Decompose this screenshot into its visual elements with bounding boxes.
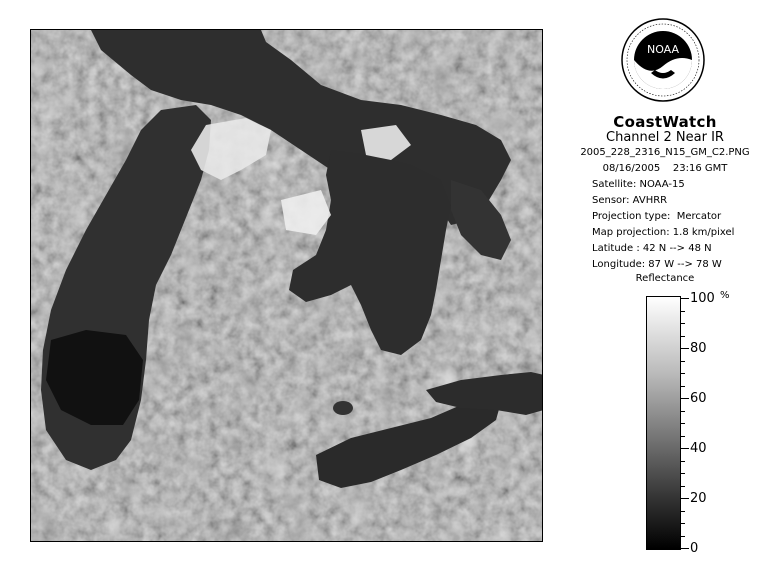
colorbar-tick <box>681 386 685 387</box>
colorbar-tick <box>681 411 685 412</box>
noaa-logo <box>621 18 705 102</box>
map-projection-label: Map projection: 1.8 km/pixel <box>592 227 735 238</box>
colorbar-tick <box>681 511 685 512</box>
colorbar-tick <box>681 298 689 299</box>
colorbar-tick <box>681 423 685 424</box>
colorbar-tick <box>681 311 685 312</box>
colorbar-label: Reflectance <box>635 273 695 284</box>
colorbar-tick <box>681 498 689 499</box>
satellite-map-svg <box>31 30 543 542</box>
colorbar-tick <box>681 486 685 487</box>
colorbar-tick <box>681 323 685 324</box>
colorbar-tick <box>681 436 685 437</box>
lake-st-clair <box>333 401 353 415</box>
datetime-label: 08/16/2005 23:16 GMT <box>602 163 728 174</box>
colorbar-tick <box>681 461 685 462</box>
latitude-label: Latitude : 42 N --> 48 N <box>592 243 712 254</box>
colorbar-tick <box>681 361 685 362</box>
colorbar-tick <box>681 473 685 474</box>
colorbar-tick <box>681 448 689 449</box>
colorbar-tick <box>681 523 685 524</box>
colorbar-tick <box>681 536 685 537</box>
colorbar-tick <box>681 373 685 374</box>
filename-label: 2005_228_2316_N15_GM_C2.PNG <box>580 147 750 158</box>
projection-type-label: Projection type: Mercator <box>592 211 722 222</box>
colorbar-tick-label: 60 <box>690 391 707 406</box>
colorbar-unit: % <box>720 290 730 301</box>
reflectance-colorbar <box>646 296 681 550</box>
colorbar-tick-label: 100 <box>690 291 715 306</box>
channel-label: Channel 2 Near IR <box>606 130 724 145</box>
noaa-logo-icon <box>621 18 705 102</box>
logo-text: NOAA <box>646 43 680 56</box>
colorbar-tick-label: 40 <box>690 441 707 456</box>
satellite-label: Satellite: NOAA-15 <box>592 179 685 190</box>
sensor-label: Sensor: AVHRR <box>592 195 668 206</box>
colorbar-tick-label: 80 <box>690 341 707 356</box>
colorbar-tick <box>681 336 685 337</box>
satellite-image <box>30 29 543 542</box>
colorbar-tick <box>681 548 689 549</box>
longitude-label: Longitude: 87 W --> 78 W <box>592 259 722 270</box>
brand-title: CoastWatch <box>613 113 717 131</box>
colorbar-tick <box>681 398 689 399</box>
colorbar-tick <box>681 348 689 349</box>
colorbar-tick-label: 0 <box>690 541 699 556</box>
colorbar-tick-label: 20 <box>690 491 707 506</box>
